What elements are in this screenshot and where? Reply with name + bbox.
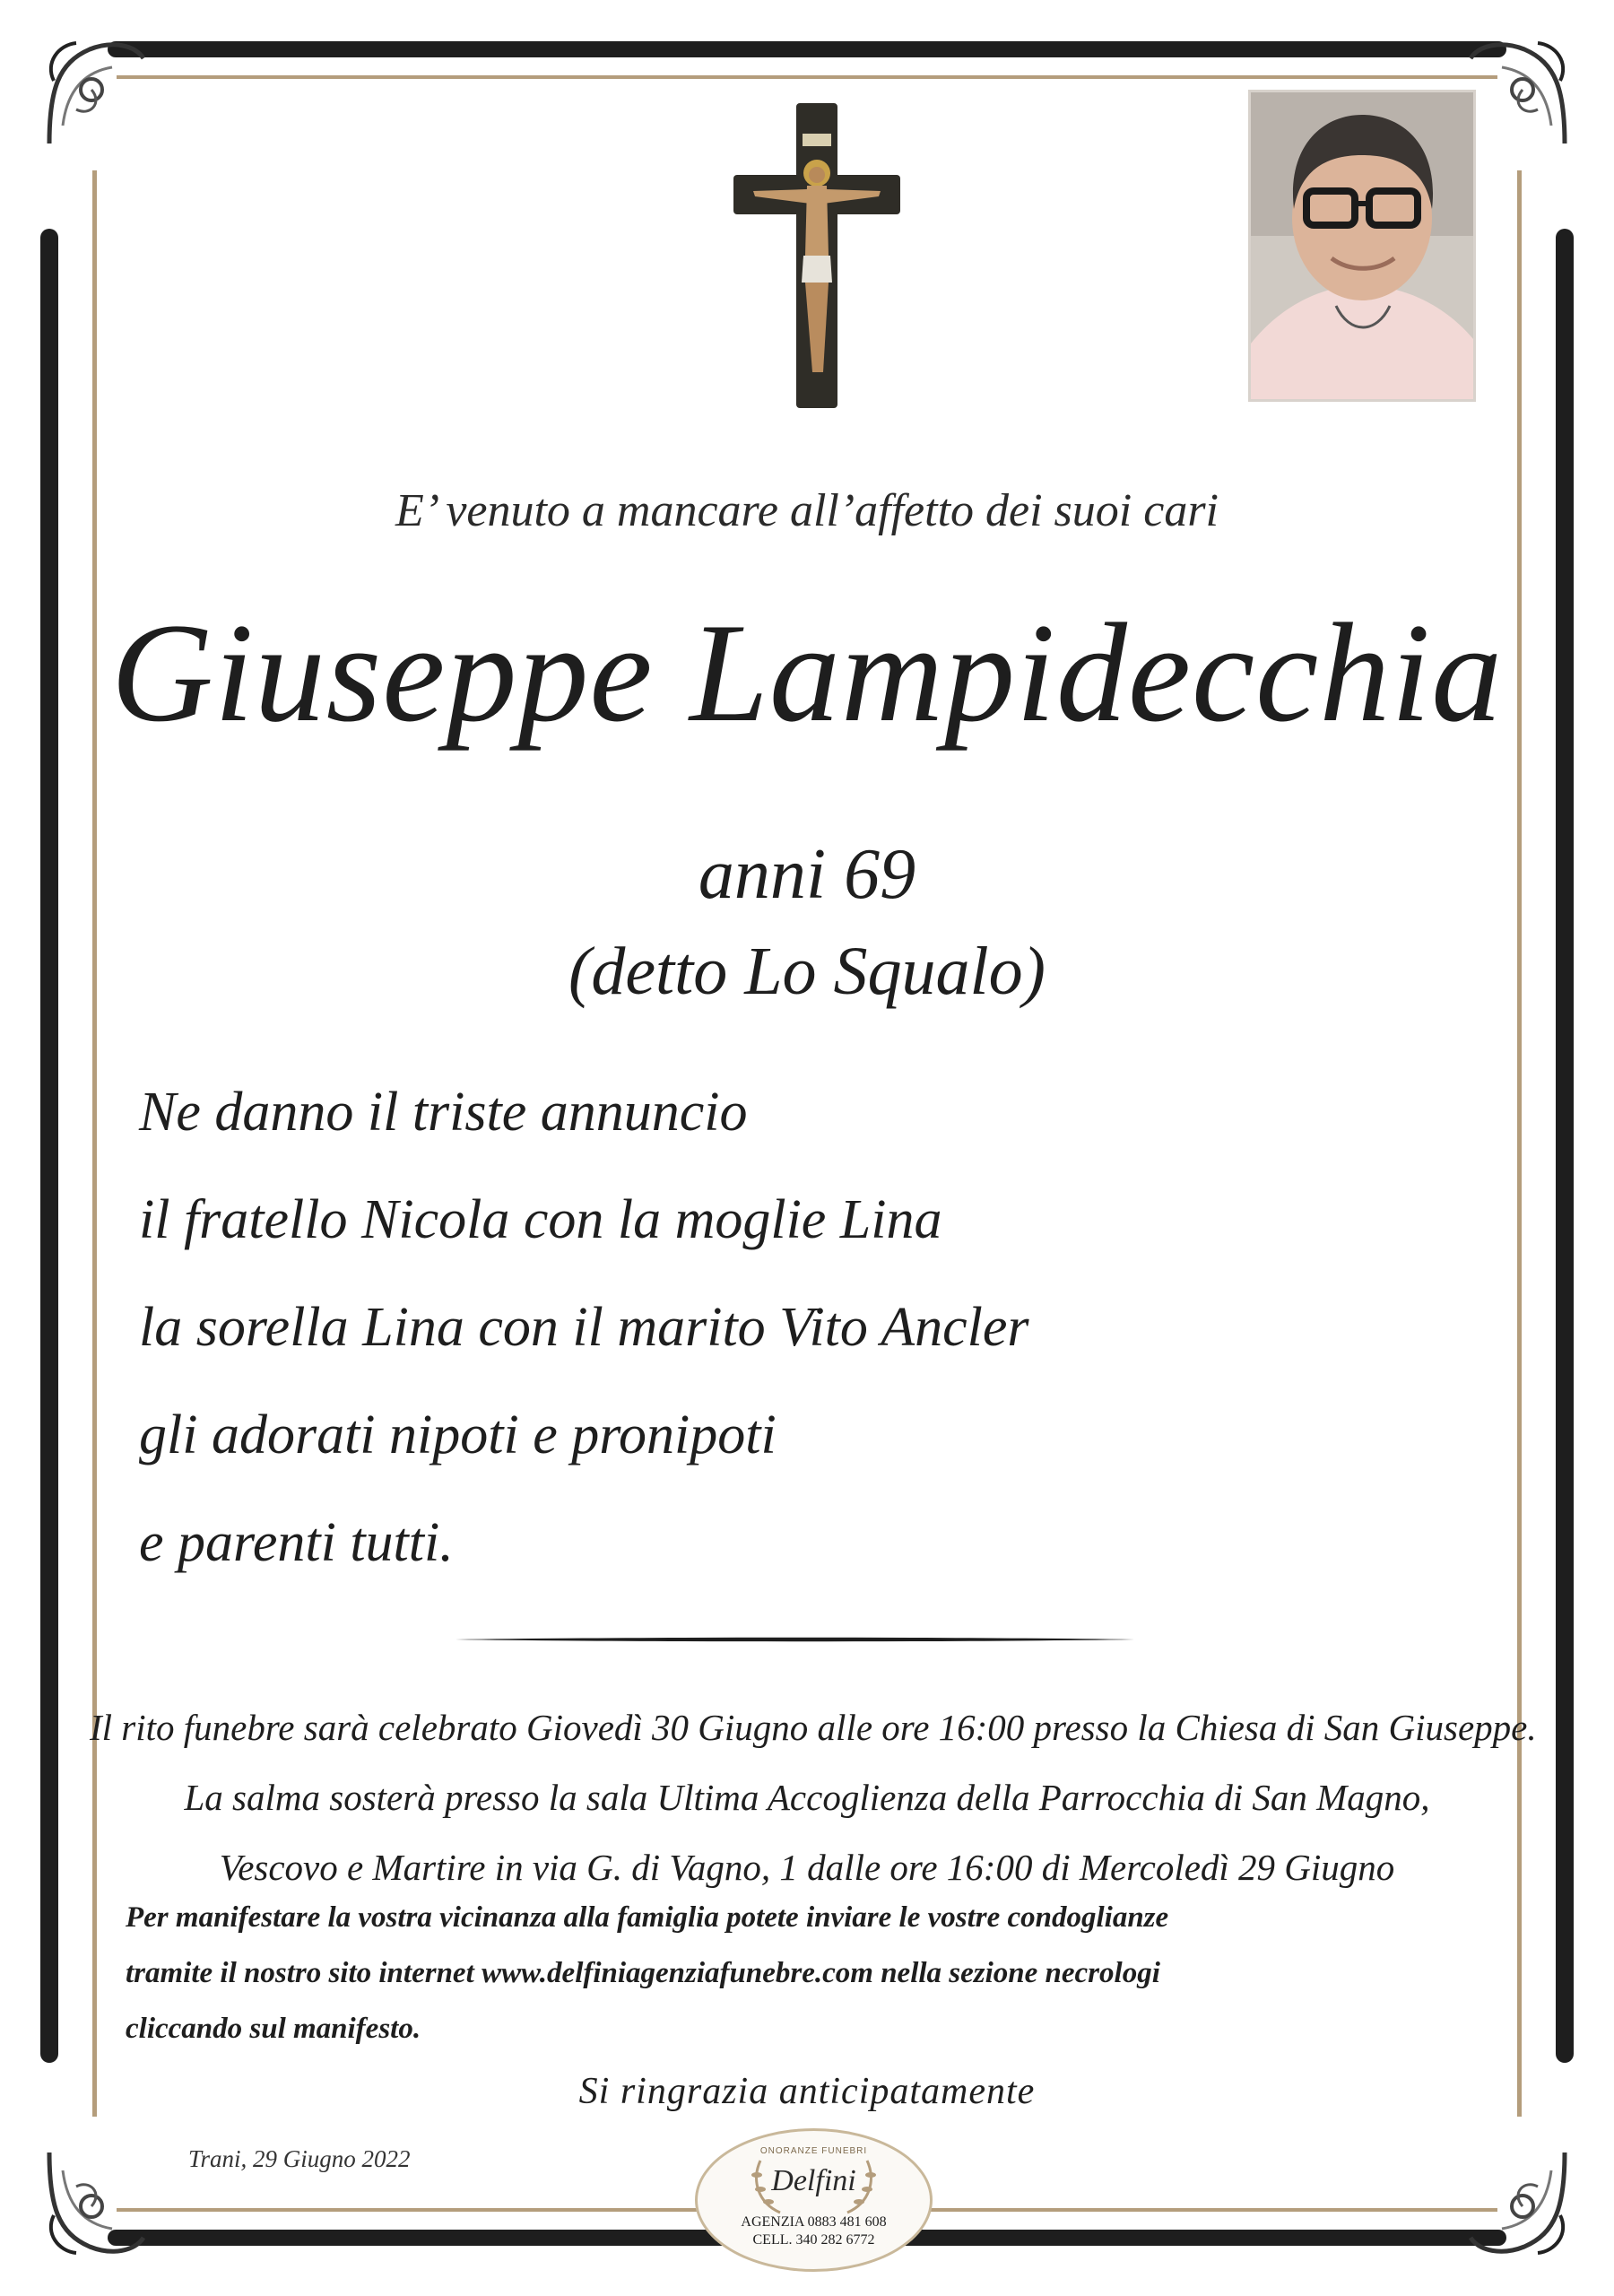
condolences-info xyxy=(126,1895,1524,2062)
family-line: Ne danno il triste annuncio xyxy=(139,1082,748,1143)
intro-line: E’ venuto a mancare all’affetto dei suoi cari xyxy=(395,485,1219,536)
family-line: il fratello Nicola con la moglie Lina xyxy=(139,1189,942,1250)
agency-logo xyxy=(695,2128,933,2272)
family-line: e parenti tutti. xyxy=(139,1512,454,1573)
rite-line: Vescovo e Martire in via G. di Vagno, 1 dalle ore 16:00 di Mercoledì 29 Giugno xyxy=(219,1847,1395,1888)
corner-ornament-bottom-right xyxy=(1462,2135,1578,2269)
divider-line xyxy=(453,1634,1134,1645)
crucifix-icon xyxy=(717,103,915,417)
agency-cell: CELL. 340 282 6772 xyxy=(752,2232,875,2248)
place-date: Trani, 29 Giugno 2022 xyxy=(188,2145,411,2172)
deceased-nickname: (detto Lo Squalo) xyxy=(568,934,1046,1009)
thanks-line: Si ringrazia anticipatamente xyxy=(578,2071,1036,2112)
agency-name: Delfini xyxy=(771,2164,856,2197)
rite-line: Il rito funebre sarà celebrato Giovedì 30 Giugno alle ore 16:00 presso la Chiesa di San Giuseppe. xyxy=(90,1707,1537,1748)
condolences-line: cliccando sul manifesto. xyxy=(126,2013,421,2045)
frame-gold-top xyxy=(117,75,1497,79)
deceased-age: anni 69 xyxy=(698,835,916,914)
agency-tagline: ONORANZE FUNEBRI xyxy=(759,2146,868,2156)
frame-top-bar xyxy=(108,41,1506,57)
condolences-line: Per manifestare la vostra vicinanza alla famiglia potete inviare le vostre condoglianze xyxy=(126,1901,1169,1934)
condolences-line: tramite il nostro sito internet www.delfiniagenziafunebre.com nella sezione necrologi xyxy=(126,1957,1160,1989)
corner-ornament-top-right xyxy=(1462,27,1578,161)
family-announcement xyxy=(139,1072,1394,1610)
family-line: la sorella Lina con il marito Vito Ancler xyxy=(139,1297,1029,1358)
corner-ornament-bottom-left xyxy=(36,2135,152,2269)
funeral-rite-info xyxy=(90,1698,1537,1908)
rite-line: La salma sosterà presso la sala Ultima Accoglienza della Parrocchia di San Magno, xyxy=(184,1777,1430,1818)
family-line: gli adorati nipoti e pronipoti xyxy=(139,1405,777,1465)
deceased-name: Giuseppe Lampidecchia xyxy=(110,595,1504,752)
portrait-image xyxy=(1251,92,1473,399)
portrait-photo xyxy=(1248,90,1476,402)
agency-phone: AGENZIA 0883 481 608 xyxy=(741,2214,887,2230)
corner-ornament-top-left xyxy=(36,27,152,161)
